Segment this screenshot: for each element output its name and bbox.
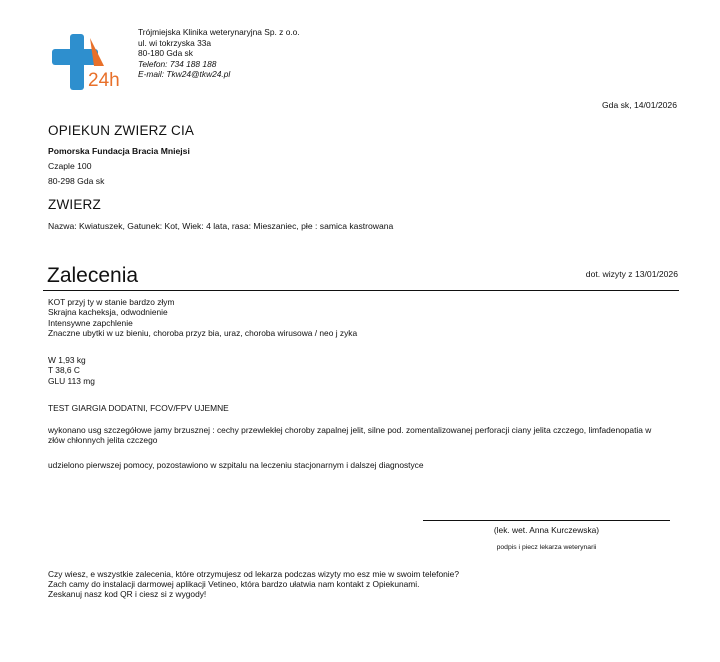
footer-line: Czy wiesz, e wszystkie zalecenia, które otrzymujesz od lekarza podczas wizyty mo esz mie w swoim telefonie? — [48, 569, 459, 579]
test-result: TEST GIARGIA DODATNI, FCOV/FPV UJEMNE — [48, 403, 229, 413]
clinic-phone: Telefon: 734 188 188 — [138, 58, 217, 69]
clinic-info — [138, 27, 300, 80]
treatment-outcome: udzielono pierwszej pomocy, pozostawiono w szpitalu na leczeniu stacjonarnym i dalszej diagnostyce — [48, 460, 424, 470]
signature-line — [423, 520, 670, 521]
clinic-street: ul. wi tokrzyska 33a — [138, 37, 212, 48]
clinical-line: Skrajna kacheksja, odwodnienie — [48, 307, 168, 318]
vital-weight: W 1,93 kg — [48, 355, 86, 365]
vital-glucose: GLU 113 mg — [48, 375, 95, 386]
footer-line: Zach camy do instalacji darmowej aplikacji Vetineo, która bardzo ułatwia nam kontakt z Opiekunami. — [48, 579, 420, 590]
vital-temperature: T 38,6 C — [48, 365, 80, 376]
visit-date: dot. wizyty z 13/01/2026 — [585, 269, 678, 279]
medical-cross-logo-icon — [50, 34, 126, 92]
clinical-line: KOT przyj ty w stanie bardzo złym — [48, 297, 175, 307]
clinic-postal-city: 80-180 Gda sk — [138, 48, 193, 58]
clinic-name: Trójmiejska Klinika weterynaryjna Sp. z o.o. — [138, 27, 300, 37]
vitals-block — [48, 355, 678, 386]
signature-caption: podpis i piecz lekarza weterynarii — [496, 544, 597, 551]
clinic-logo — [50, 34, 126, 92]
footer-note — [48, 569, 459, 600]
owner-street: Czaple 100 — [48, 161, 92, 171]
clinical-state-block — [48, 297, 678, 338]
place-date: Gda sk, 14/01/2026 — [601, 100, 677, 110]
clinical-line: Intensywne zapchlenie — [48, 317, 133, 328]
owner-heading: OPIEKUN ZWIERZ CIA — [48, 123, 195, 138]
section-divider — [43, 290, 679, 291]
footer-line: Zeskanuj nasz kod QR i ciesz si z wygody! — [48, 589, 207, 600]
clinical-line: Znaczne ubytki w uz bieniu, choroba przyz bia, uraz, choroba wirusowa / neo j zyka — [48, 327, 358, 338]
ultrasound-findings: wykonano usg szczegółowe jamy brzusznej : cechy przewlekłej choroby zapalnej jelit, silne pod. zomentalizowanej perforacji ciany jelita czczego, limfadenopatia w złów chłonnych jelita czczego — [48, 425, 652, 446]
vet-name: (lek. wet. Anna Kurczewska) — [493, 525, 600, 535]
owner-postal-city: 80-298 Gda sk — [48, 176, 105, 186]
animal-heading: ZWIERZ — [48, 197, 101, 212]
clinic-email: E-mail: Tkw24@tkw24.pl — [138, 69, 231, 79]
logo-badge-text: 24h — [88, 70, 120, 91]
animal-details: Nazwa: Kwiatuszek, Gatunek: Kot, Wiek: 4 lata, rasa: Mieszaniec, płe : samica kastrowana — [48, 221, 394, 231]
recommendations-title: Zalecenia — [47, 264, 139, 287]
owner-name: Pomorska Fundacja Bracia Mniejsi — [48, 146, 190, 156]
